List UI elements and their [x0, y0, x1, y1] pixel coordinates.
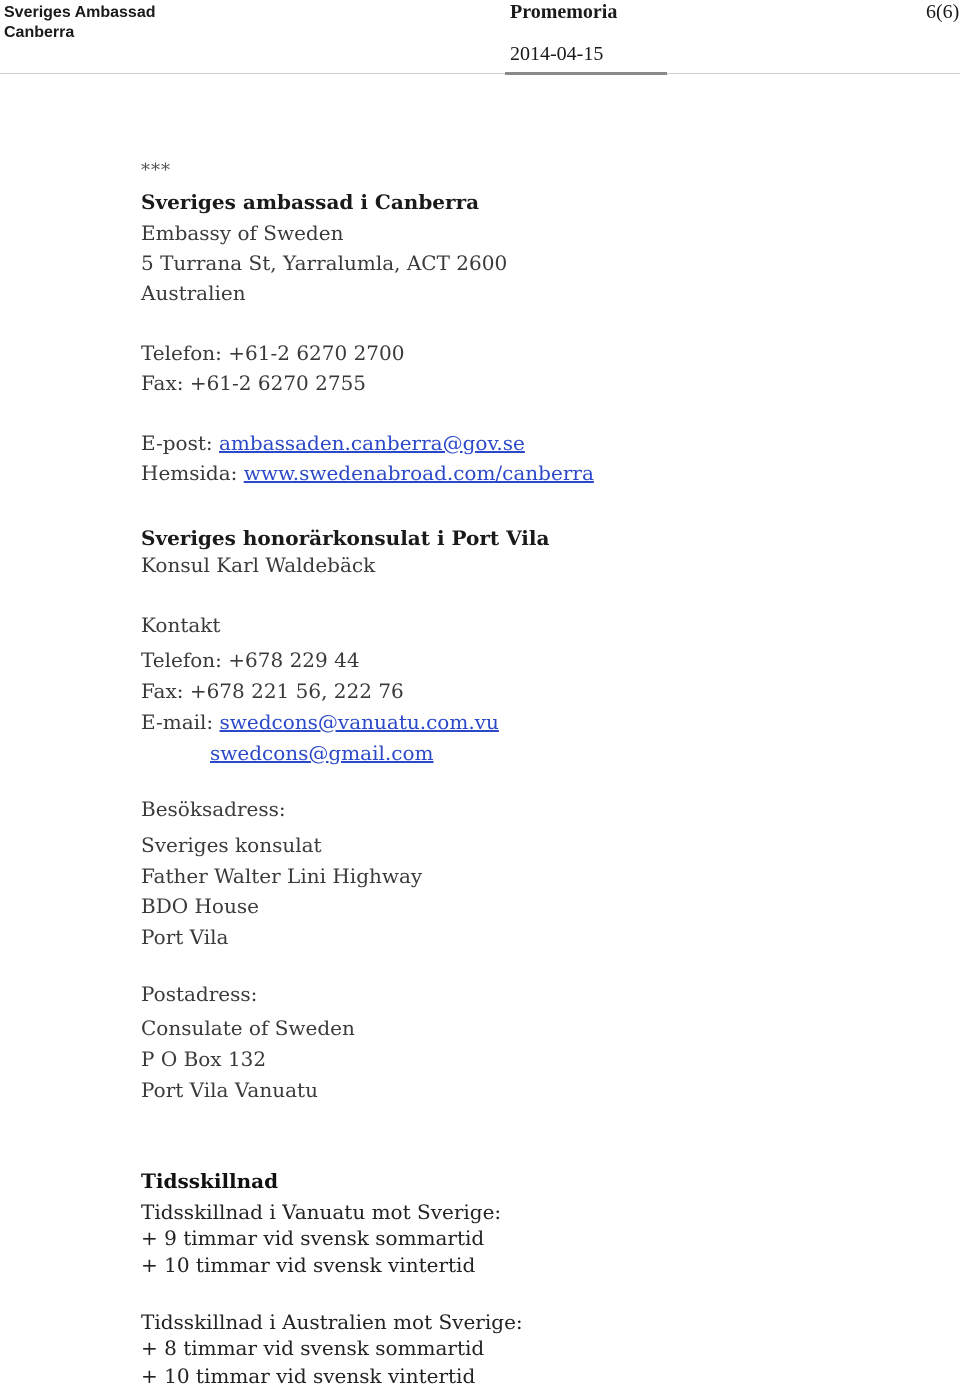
visit-address-line: Sveriges konsulat [141, 833, 322, 857]
consulate-email-line-2 [210, 741, 433, 765]
vanuatu-winter: + 10 timmar vid svensk vintertid [141, 1253, 476, 1277]
time-difference-heading: Tidsskillnad [141, 1169, 279, 1193]
embassy-email-link[interactable]: ambassaden.canberra@gov.se [218, 431, 525, 455]
embassy-email-label: E-post: [141, 431, 219, 455]
postal-address-line: Consulate of Sweden [141, 1016, 355, 1040]
consul-name: Konsul Karl Waldebäck [141, 553, 376, 577]
embassy-street: 5 Turrana St, Yarralumla, ACT 2600 [141, 251, 508, 275]
consulate-email-label: E-mail: [141, 710, 220, 734]
australia-summer: + 8 timmar vid svensk sommartid [141, 1336, 485, 1360]
consulate-phone: Telefon: +678 229 44 [141, 648, 360, 672]
visit-address-line: Port Vila [141, 925, 229, 949]
document-title: Promemoria [510, 1, 618, 23]
vanuatu-difference-label: Tidsskillnad i Vanuatu mot Sverige: [141, 1200, 502, 1224]
header-organization: Sveriges Ambassad [4, 4, 156, 21]
consulate-email-link-1[interactable]: swedcons@vanuatu.com.vu [219, 710, 499, 734]
embassy-email-line [141, 431, 525, 455]
consulate-fax: Fax: +678 221 56, 222 76 [141, 679, 404, 703]
page-number: 6(6) [926, 1, 960, 23]
embassy-web-label: Hemsida: [141, 461, 244, 485]
header-city: Canberra [4, 24, 75, 41]
australia-difference-label: Tidsskillnad i Australien mot Sverige: [141, 1310, 523, 1334]
embassy-web-line [141, 461, 594, 485]
header-divider [0, 73, 960, 74]
embassy-country: Australien [141, 281, 246, 305]
embassy-fax: Fax: +61-2 6270 2755 [141, 371, 367, 395]
embassy-web-link[interactable]: www.swedenabroad.com/canberra [243, 461, 594, 485]
visit-address-label: Besöksadress: [141, 797, 286, 821]
embassy-heading: Sveriges ambassad i Canberra [141, 190, 480, 214]
consulate-email-link-2[interactable]: swedcons@gmail.com [210, 741, 434, 765]
consulate-email-line [141, 710, 499, 734]
postal-address-label: Postadress: [141, 982, 258, 1006]
header-divider-accent [505, 72, 667, 75]
visit-address-line: BDO House [141, 894, 259, 918]
embassy-phone: Telefon: +61-2 6270 2700 [141, 341, 405, 365]
section-separator: *** [141, 160, 171, 181]
consulate-heading: Sveriges honorärkonsulat i Port Vila [141, 526, 550, 550]
postal-address-line: Port Vila Vanuatu [141, 1078, 318, 1102]
vanuatu-summer: + 9 timmar vid svensk sommartid [141, 1226, 485, 1250]
contact-label: Kontakt [141, 613, 221, 637]
postal-address-line: P O Box 132 [141, 1047, 267, 1071]
embassy-name: Embassy of Sweden [141, 221, 344, 245]
australia-winter: + 10 timmar vid svensk vintertid [141, 1364, 476, 1388]
document-date: 2014-04-15 [510, 43, 604, 65]
visit-address-line: Father Walter Lini Highway [141, 864, 423, 888]
